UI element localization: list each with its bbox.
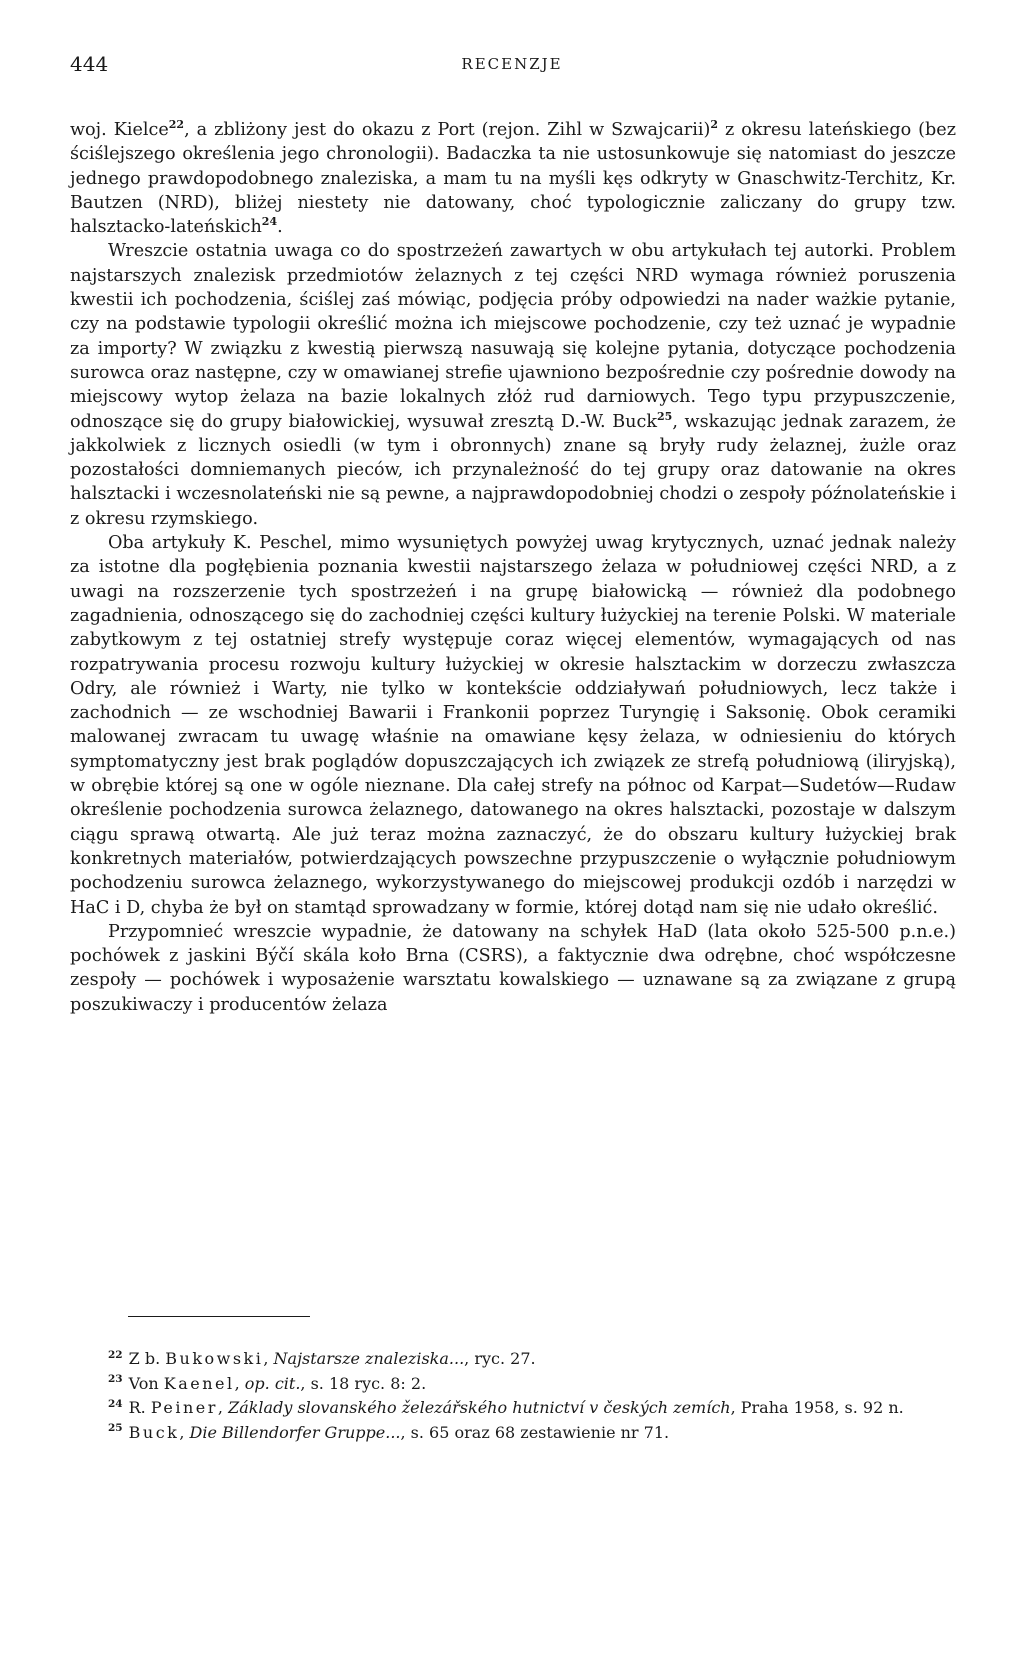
footnote bbox=[108, 1421, 914, 1446]
text-run: Wreszcie ostatnia uwaga co do spostrzeżeń zawartych w obu artykułach tej autorki. Problem najstarszych znalezisk przedmiotów żelaznych z tej części NRD wymaga również poruszenia kwestii ich pochodzenia, ściślej zaś mówiąc, podjęcia próby odpowiedzi na nader ważkie pytanie, czy na podstawie typologii określić można ich miejscowe pochodzenie, czy też uznać je wypadnie za importy? W związku z kwestią pierwszą nasuwają się kolejne pytania, dotyczące pochodzenia surowca oraz następne, czy w omawianej strefie ujawniono bezpośrednie czy pośrednie dowody na miejscowy wytop żelaza na bazie lokalnych złóż rud darniowych. Tego typu przypuszczenie, odnoszące się do grupy białowickiej, wysuwał zresztą D.-W. Buck bbox=[70, 241, 956, 432]
author-name: Kaenel bbox=[163, 1373, 235, 1393]
footnote-number: 24 bbox=[108, 1397, 123, 1410]
footnote-ref: 2 bbox=[710, 118, 718, 132]
footnote bbox=[108, 1347, 914, 1372]
footnote-number: 25 bbox=[108, 1422, 123, 1435]
author-name: Buck bbox=[128, 1422, 180, 1442]
page-number: 444 bbox=[70, 52, 109, 76]
text-run: woj. Kielce bbox=[70, 120, 169, 140]
footnote bbox=[108, 1396, 914, 1421]
text-run: , a zbliżony jest do okazu z Port (rejon. Zihl w Szwajcarii) bbox=[184, 120, 711, 140]
footnote-number: 23 bbox=[108, 1373, 123, 1386]
text-run: Von bbox=[128, 1373, 164, 1393]
body-text bbox=[70, 118, 956, 1017]
text-run: , bbox=[217, 1398, 229, 1417]
title-italic: Die Billendorfer Gruppe... bbox=[189, 1422, 401, 1442]
text-run: , s. 18 ryc. 8: 2. bbox=[300, 1373, 427, 1393]
page-header bbox=[0, 52, 1024, 82]
paragraph bbox=[70, 118, 956, 239]
paragraph bbox=[70, 239, 956, 531]
footnote-ref: 22 bbox=[168, 118, 185, 132]
author-name: Bukowski bbox=[165, 1349, 264, 1368]
title-italic: Najstarsze znaleziska... bbox=[273, 1349, 465, 1368]
title-italic: Základy slovanského železářského hutnictví v českých zemích bbox=[228, 1398, 731, 1417]
text-run: z okresu lateńskiego (bez ściślejszego określenia jego chronologii). Badaczka ta nie ustosunkowuje się natomiast do jeszcze jednego prawdopodobnego znaleziska, a mam tu na myśli kęs odkryty w Gnaschwitz-Terchitz, Kr. Bautzen (NRD), bliżej niestety nie datowany, choć typologicznie zaliczany do grupy tzw. halsztacko-lateńskich bbox=[70, 120, 956, 238]
text-run: , Praha 1958, s. 92 n. bbox=[730, 1398, 904, 1417]
text-run: , ryc. 27. bbox=[464, 1349, 536, 1368]
running-head: RECENZJE bbox=[461, 55, 563, 73]
paragraph bbox=[70, 531, 956, 920]
paragraph bbox=[70, 920, 956, 1017]
text-run: , bbox=[234, 1373, 245, 1393]
text-run: , wskazując jednak zarazem, że jakkolwiek z licznych osiedli (w tym i obronnych) znane są bryły rudy żelaznej, żużle oraz pozostałości domniemanych pieców, ich przynależność do tej grupy oraz datowanie na okres halsztacki i wczesnolateński nie są pewne, a najprawdopodobniej chodzi o zespoły późnolateńskie i z okresu rzymskiego. bbox=[70, 411, 956, 529]
footnote-ref: 25 bbox=[657, 409, 673, 423]
text-run: , bbox=[263, 1349, 274, 1368]
text-run: Z b. bbox=[128, 1349, 166, 1368]
title-italic: op. cit. bbox=[244, 1373, 301, 1393]
text-run: Przypomnieć wreszcie wypadnie, że datowany na schyłek HaD (lata około 525-500 p.n.e.) pochówek z jaskini Býčí skála koło Brna (CSRS), a faktycznie dwa odrębne, choć współczesne zespoły — pochówek i wyposażenie warsztatu kowalskiego — uznawane są za związane z grupą poszukiwaczy i producentów żelaza bbox=[70, 921, 956, 1015]
text-run: . bbox=[277, 217, 283, 238]
footnote-number: 22 bbox=[108, 1348, 123, 1361]
text-run: R. bbox=[128, 1398, 151, 1417]
footnote-divider bbox=[128, 1316, 310, 1317]
footnote-ref: 24 bbox=[261, 215, 278, 229]
text-run: , bbox=[179, 1422, 190, 1442]
footnotes bbox=[108, 1347, 914, 1445]
text-run: , s. 65 oraz 68 zestawienie nr 71. bbox=[400, 1422, 670, 1442]
text-run: Oba artykuły K. Peschel, mimo wysuniętych powyżej uwag krytycznych, uznać jednak należy za istotne dla pogłębienia poznania kwestii najstarszego żelaza w południowej części NRD, a z uwagi na rozszerzenie tych spostrzeżeń i na grupę białowicką — również dla podobnego zagadnienia, odnoszącego się do zachodniej części kultury łużyckiej na terenie Polski. W materiale zabytkowym z tej ostatniej strefy występuje coraz więcej elementów, wymagających od nas rozpatrywania procesu rozwoju kultury łużyckiej w okresie halsztackim w dorzeczu zwłaszcza Odry, ale również i Warty, nie tylko w kontekście oddziaływań południowych, lecz także i zachodnich — ze wschodniej Bawarii i Frankonii poprzez Turyngię i Saksonię. Obok ceramiki malowanej zwracam tu uwagę właśnie na omawiane kęsy żelaza, w odniesieniu do których symptomatyczny jest brak poglądów dopuszczających ich związek ze strefą południową (iliryjską), w obrębie której są one w ogóle nieznane. Dla całej strefy na północ od Karpat—Sudetów—Rudaw określenie pochodzenia surowca żelaznego, datowanego na okres halsztacki, pozostaje w dalszym ciągu sprawą otwartą. Ale już teraz można zaznaczyć, że do obszaru kultury łużyckiej brak konkretnych materiałów, potwierdzających powszechne przypuszczenie o wyłącznie południowym pochodzeniu surowca żelaznego, wykorzystywanego do miejscowej produkcji ozdób i narzędzi w HaC i D, chyba że był on stamtąd sprowadzany w formie, której dotąd nam się nie udało określić. bbox=[70, 533, 956, 918]
footnote bbox=[108, 1372, 914, 1397]
author-name: Peiner bbox=[150, 1398, 218, 1417]
